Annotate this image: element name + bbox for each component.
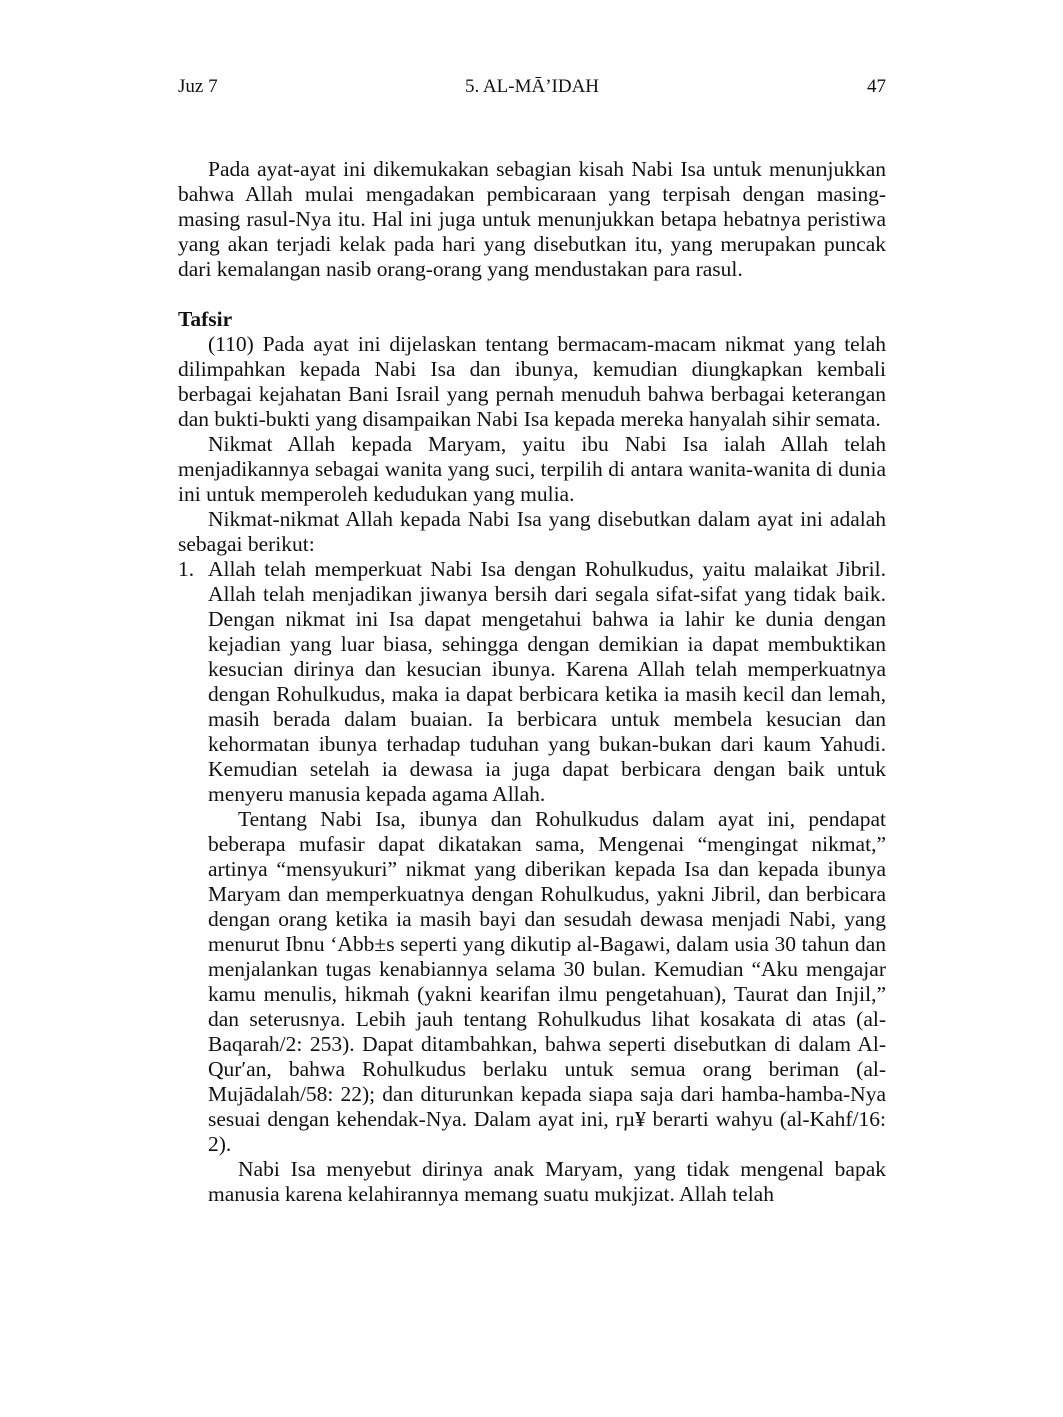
section-title: Tafsir bbox=[178, 307, 233, 331]
list-item-number: 1. bbox=[178, 557, 195, 581]
juz-label: Juz 7 bbox=[178, 76, 218, 97]
list-item bbox=[178, 557, 886, 1207]
intro-paragraph: Pada ayat-ayat ini dikemukakan sebagian kisah Nabi Isa untuk menunjukkan bahwa Allah mulai mengadakan pembicaraan yang terpisah dengan masing-masing rasul-Nya itu. Hal ini juga untuk menunjukkan betapa hebatnya peristiwa yang akan terjadi kelak pada hari yang disebutkan itu, yang merupakan puncak dari kemalangan nasib orang-orang yang mendustakan para rasul. bbox=[178, 157, 886, 281]
page-number: 47 bbox=[867, 76, 886, 97]
page-header bbox=[178, 76, 886, 102]
list-item-sub-paragraph: Tentang Nabi Isa, ibunya dan Rohulkudus dalam ayat ini, pendapat beberapa mufasir dapat dikatakan sama, Mengenai “mengingat nikmat,” artinya “mensyukuri” nikmat yang diberikan kepada Isa dan kepada ibunya Maryam dan memperkuatnya dengan Rohulkudus, yakni Jibril, dan berbicara dengan orang ketika ia masih bayi dan sesudah dewasa menjadi Nabi, yang menurut Ibnu ‘Abb±s seperti yang dikutip al-Bagawi, dalam usia 30 tahun dan menjalankan tugas kenabiannya selama 30 bulan. Kemudian “Aku mengajar kamu menulis, hikmah (yakni kearifan ilmu pengetahuan), Taurat dan Injil,” dan seterusnya. Lebih jauh tentang Rohulkudus lihat kosakata di atas (al-Baqarah/2: 253). Dapat ditambahkan, bahwa seperti disebutkan di dalam Al-Qur′an, bahwa Rohulkudus berlaku untuk semua orang beriman (al-Mujādalah/58: 22); dan diturunkan kepada siapa saja dari hamba-hamba-Nya sesuai dengan kehendak-Nya. Dalam ayat ini, rµ¥ berarti wahyu (al-Kahf/16: 2). bbox=[208, 807, 886, 1156]
tafsir-paragraph-110: (110) Pada ayat ini dijelaskan tentang bermacam-macam nikmat yang telah dilimpahkan kepada Nabi Isa dan ibunya, kemudian diungkapkan kembali berbagai kejahatan Bani Israil yang pernah menuduh bahwa berbagai keterangan dan bukti-bukti yang disampaikan Nabi Isa kepada mereka hanyalah sihir semata. bbox=[178, 332, 886, 431]
page-body bbox=[178, 157, 886, 1207]
tafsir-paragraph-maryam: Nikmat Allah kepada Maryam, yaitu ibu Nabi Isa ialah Allah telah menjadikannya sebagai wanita yang suci, terpilih di antara wanita-wanita di dunia ini untuk memperoleh kedudukan yang mulia. bbox=[178, 432, 886, 506]
tafsir-paragraph-list-intro: Nikmat-nikmat Allah kepada Nabi Isa yang disebutkan dalam ayat ini adalah sebagai berikut: bbox=[178, 507, 886, 556]
list-item-sub-paragraph: Nabi Isa menyebut dirinya anak Maryam, yang tidak mengenal bapak manusia karena kelahirannya memang suatu mukjizat. Allah telah bbox=[208, 1157, 886, 1206]
chapter-title: 5. AL-MĀ’IDAH bbox=[464, 76, 600, 97]
list-item-text: Allah telah memperkuat Nabi Isa dengan Rohulkudus, yaitu malaikat Jibril. Allah telah menjadikan jiwanya bersih dari segala sifat-sifat yang tidak baik. Dengan nikmat ini Isa dapat mengetahui bahwa ia lahir ke dunia dengan kejadian yang luar biasa, sehingga dengan demikian ia dapat membuktikan kesucian dirinya dan kesucian ibunya. Karena Allah telah memperkuatnya dengan Rohulkudus, maka ia dapat berbicara ketika ia masih kecil dan lemah, masih berada dalam buaian. Ia berbicara untuk membela kesucian dan kehormatan ibunya terhadap tuduhan yang bukan-bukan dari kaum Yahudi. Kemudian setelah ia dewasa ia juga dapat berbicara dengan baik untuk menyeru manusia kepada agama Allah. bbox=[208, 557, 886, 806]
